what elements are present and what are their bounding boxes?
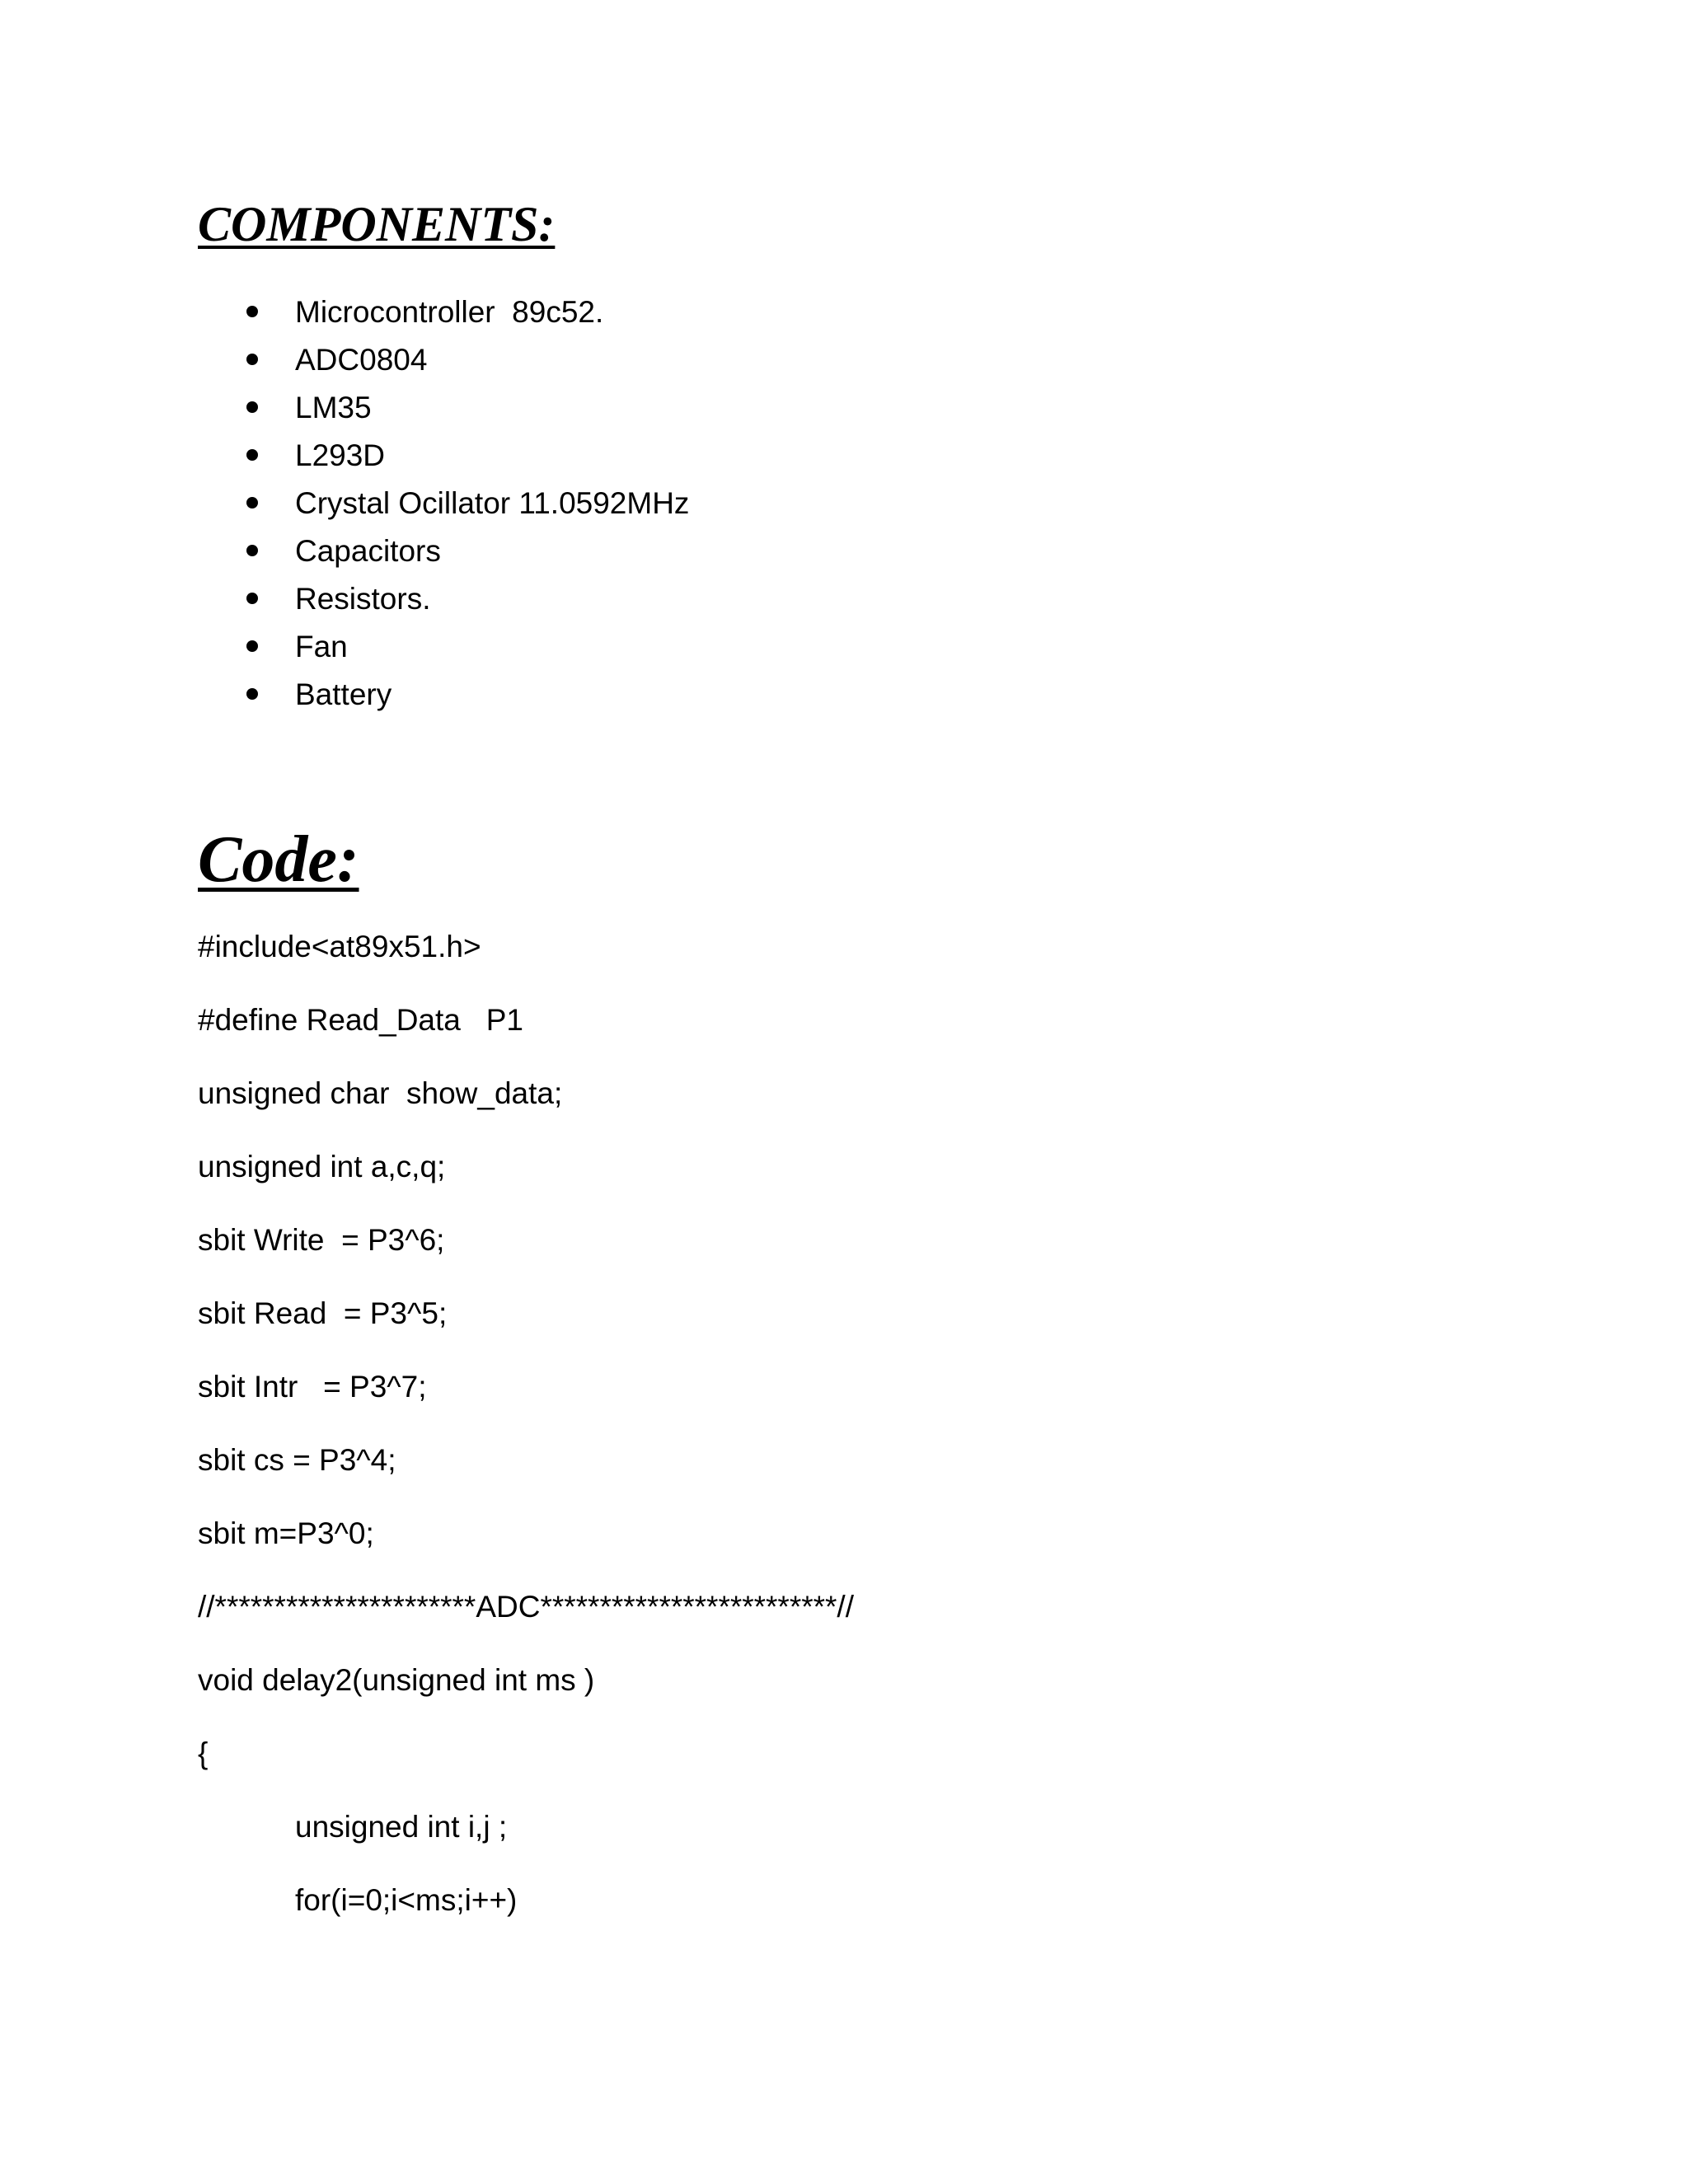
component-label: Capacitors: [295, 534, 441, 568]
component-item: [0, 623, 742, 671]
code-line-text: #include<at89x51.h>: [198, 930, 481, 963]
code-line: [0, 1877, 1236, 1950]
component-item: [0, 527, 742, 575]
bullet-icon: [246, 306, 258, 317]
code-line-text: sbit Write = P3^6;: [198, 1223, 445, 1257]
component-label: Resistors.: [295, 582, 431, 616]
bullet-icon: [246, 688, 258, 700]
component-label: Microcontroller 89c52.: [295, 295, 604, 329]
component-item: [0, 384, 742, 432]
component-label: LM35: [295, 391, 372, 424]
code-heading: Code:: [198, 823, 359, 896]
code-line-text: void delay2(unsigned int ms ): [198, 1663, 595, 1697]
component-item: [0, 432, 742, 480]
component-label: Fan: [295, 630, 348, 663]
bullet-icon: [246, 449, 258, 461]
code-line-text: #define Read_Data P1: [198, 1003, 523, 1037]
code-line: [0, 1070, 1236, 1143]
code-line-text: sbit m=P3^0;: [198, 1516, 374, 1550]
code-line-text: for(i=0;i<ms;i++): [295, 1883, 518, 1917]
component-label: Crystal Ocillator 11.0592MHz: [295, 486, 690, 520]
code-line: [0, 1143, 1236, 1216]
components-heading: COMPONENTS:: [198, 197, 556, 251]
component-item: [0, 671, 742, 719]
code-line-text: sbit cs = P3^4;: [198, 1443, 396, 1477]
bullet-icon: [246, 354, 258, 365]
bullet-icon: [246, 401, 258, 413]
bullet-icon: [246, 593, 258, 604]
code-line-text: {: [198, 1736, 209, 1770]
code-line-text: //**********************ADC*************************//: [198, 1590, 854, 1624]
code-line: [0, 1583, 1236, 1657]
component-item: [0, 575, 742, 623]
component-label: ADC0804: [295, 343, 428, 377]
bullet-icon: [246, 497, 258, 509]
code-line: [0, 1730, 1236, 1803]
code-line-text: sbit Read = P3^5;: [198, 1296, 448, 1330]
code-line: [0, 1290, 1236, 1363]
code-line: [0, 1216, 1236, 1290]
component-item: [0, 288, 742, 336]
code-line-text: sbit Intr = P3^7;: [198, 1370, 427, 1404]
bullet-icon: [246, 640, 258, 652]
components-list: [0, 288, 742, 719]
code-line: [0, 1803, 1236, 1877]
code-block: [0, 923, 1236, 1950]
code-line-text: unsigned int i,j ;: [295, 1810, 508, 1844]
code-line: [0, 923, 1236, 996]
component-item: [0, 336, 742, 384]
bullet-icon: [246, 545, 258, 556]
component-label: L293D: [295, 438, 386, 472]
code-line: [0, 1510, 1236, 1583]
code-line: [0, 1436, 1236, 1510]
component-label: Battery: [295, 677, 392, 711]
code-line: [0, 1363, 1236, 1436]
component-item: [0, 480, 742, 527]
code-line-text: unsigned char show_data;: [198, 1076, 563, 1110]
code-line: [0, 1657, 1236, 1730]
code-line-text: unsigned int a,c,q;: [198, 1150, 446, 1183]
code-line: [0, 996, 1236, 1070]
